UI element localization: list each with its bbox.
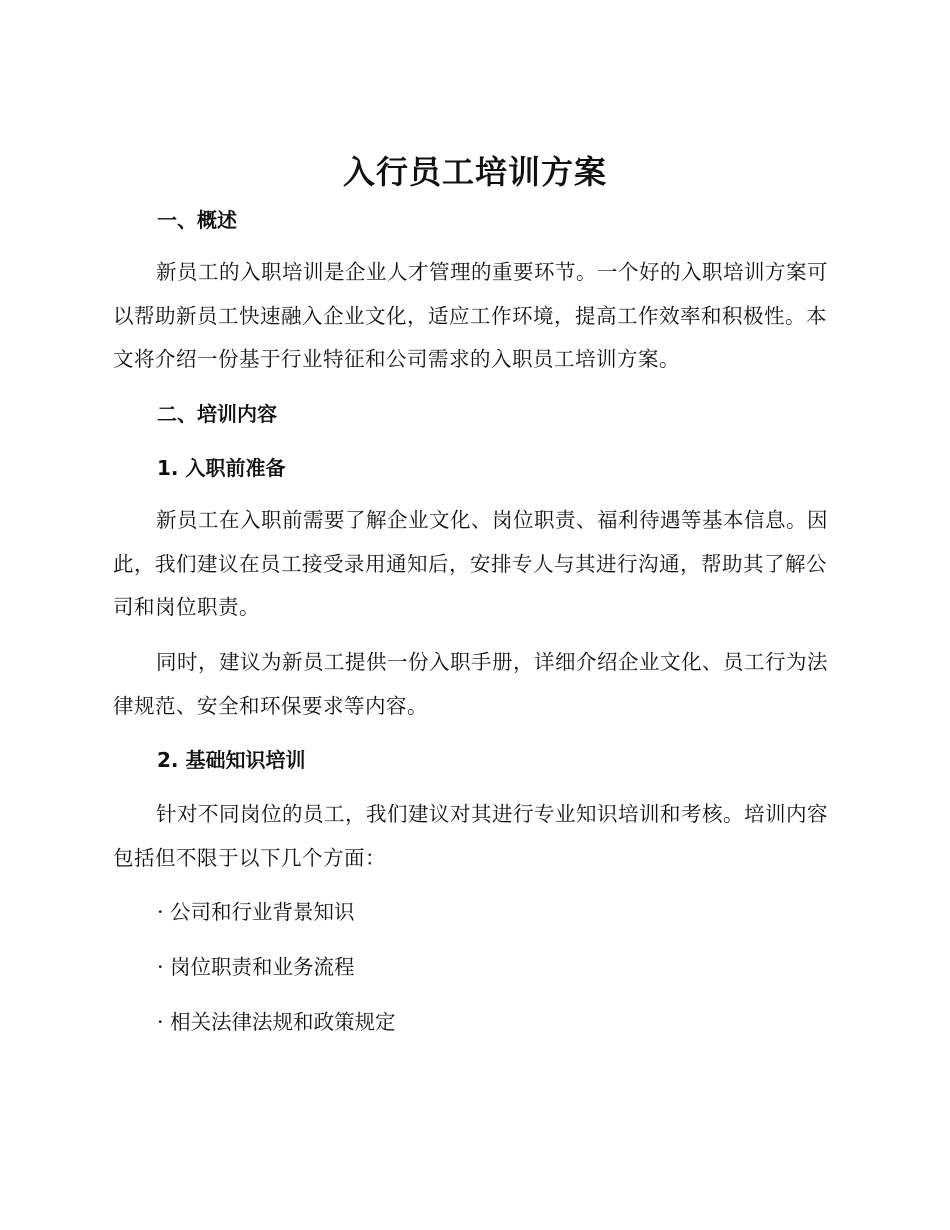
- pre-onboarding-paragraph-2: 同时，建议为新员工提供一份入职手册，详细介绍企业文化、员工行为法律规范、安全和环保要求等内容。: [113, 650, 828, 718]
- basic-knowledge-paragraph: 针对不同岗位的员工，我们建议对其进行专业知识培训和考核。培训内容包括但不限于以下几个方面：: [113, 802, 828, 870]
- list-item: · 岗位职责和业务流程: [157, 955, 355, 979]
- pre-onboarding-paragraph-1: 新员工在入职前需要了解企业文化、岗位职责、福利待遇等基本信息。因此，我们建议在员工接受录用通知后，安排专人与其进行沟通，帮助其了解公司和岗位职责。: [113, 508, 828, 619]
- subheading-pre-onboarding: 1. 入职前准备: [157, 456, 286, 480]
- list-item: · 相关法律法规和政策规定: [157, 1010, 396, 1034]
- subheading-basic-knowledge: 2. 基础知识培训: [157, 748, 306, 772]
- overview-paragraph: 新员工的入职培训是企业人才管理的重要环节。一个好的入职培训方案可以帮助新员工快速融入企业文化，适应工作环境，提高工作效率和积极性。本文将介绍一份基于行业特征和公司需求的入职员工培训方案。: [113, 260, 828, 371]
- document-title: 入行员工培训方案: [342, 153, 607, 191]
- list-item: · 公司和行业背景知识: [157, 900, 355, 924]
- section-heading-training-content: 二、培训内容: [157, 402, 277, 426]
- section-heading-overview: 一、概述: [157, 208, 237, 232]
